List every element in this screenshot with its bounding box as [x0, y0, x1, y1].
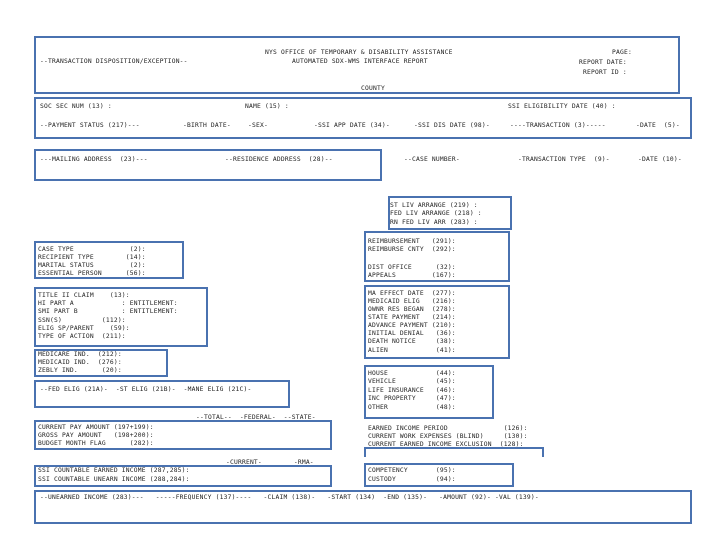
state-payment: STATE PAYMENT (214):	[368, 314, 456, 321]
mailing-address-label: ---MAILING ADDRESS (23)---	[40, 156, 148, 163]
medicaid-elig: MEDICAID ELIG (216):	[368, 298, 456, 305]
competency: COMPETENCY (95):	[368, 467, 456, 474]
soc-sec-num-label: SOC SEC NUM (13) :	[40, 103, 112, 110]
ssi-app-date-label: -SSI APP DATE (34)-	[314, 122, 390, 129]
sex-label: -SEX-	[248, 122, 268, 129]
earned-income-period: EARNED INCOME PERIOD (126):	[368, 425, 528, 432]
custody: CUSTODY (94):	[368, 476, 456, 483]
ssi-countable-unearn-income: SSI COUNTABLE UNEARN INCOME (288,284):	[38, 476, 190, 483]
date-10-label: -DATE (10)-	[638, 156, 682, 163]
elig-row-labels: --FED ELIG (21A)- -ST ELIG (21B)- -MANE ELIG (21C)-	[40, 386, 252, 393]
ownr-res-began: OWNR RES BEGAN (278):	[368, 306, 456, 313]
elig-box	[34, 380, 290, 408]
title-ii-claim: TITLE II CLAIM (13):	[38, 292, 130, 299]
ma-effect-date: MA EFFECT DATE (277):	[368, 290, 456, 297]
section-title: --TRANSACTION DISPOSITION/EXCEPTION--	[40, 58, 188, 65]
unearned-income-row: --UNEARNED INCOME (283)--- -----FREQUENCY (137)---- -CLAIM (138)- -START (134) -END (135)- -AMOUNT (92)- -VAL (139)-	[40, 494, 539, 501]
medicaid-ind: MEDICAID IND. (276):	[38, 359, 122, 366]
vehicle: VEHICLE (45):	[368, 378, 456, 385]
fed-liv-arrange: FED LIV ARRANGE (218) :	[390, 210, 482, 217]
other: OTHER (48):	[368, 404, 456, 411]
residence-address-label: --RESIDENCE ADDRESS (28)--	[225, 156, 333, 163]
report-date-label: REPORT DATE:	[579, 59, 627, 66]
hi-part-a: HI PART A : ENTITLEMENT:	[38, 300, 178, 307]
report-id-label: REPORT ID :	[583, 69, 627, 76]
date-label: -DATE (5)-	[636, 122, 680, 129]
gross-pay-amount: GROSS PAY AMOUNT (198+200):	[38, 432, 154, 439]
mailing-address-box	[34, 149, 382, 181]
page-label: PAGE:	[612, 49, 632, 56]
marital-status: MARITAL STATUS (2):	[38, 262, 146, 269]
transaction-type-label: -TRANSACTION TYPE (9)-	[518, 156, 610, 163]
name-label: NAME (15) :	[245, 103, 289, 110]
medicare-ind: MEDICARE IND. (212):	[38, 351, 122, 358]
current-work-expenses: CURRENT WORK EXPENSES (BLIND) (130):	[368, 433, 528, 440]
ssns: SSN(S) (112):	[38, 317, 126, 324]
transaction-label: ----TRANSACTION (3)-----	[510, 122, 606, 129]
ssi-countable-earned-income: SSI COUNTABLE EARNED INCOME (287,285):	[38, 467, 190, 474]
inc-property: INC PROPERTY (47):	[368, 395, 456, 402]
report-name: AUTOMATED SDX-WMS INTERFACE REPORT	[292, 58, 428, 65]
reimbursement: REIMBURSEMENT (291):	[368, 238, 456, 245]
birth-date-label: -BIRTH DATE-	[183, 122, 231, 129]
current-earned-income-exclusion: CURRENT EARNED INCOME EXCLUSION (128):	[368, 441, 524, 448]
dist-office: DIST OFFICE (32):	[368, 264, 456, 271]
elig-sp-parent: ELIG SP/PARENT (59):	[38, 325, 130, 332]
earned-income-box	[364, 447, 544, 457]
payment-status-label: --PAYMENT STATUS (217)---	[40, 122, 140, 129]
initial-denial: INITIAL DENIAL (36):	[368, 330, 456, 337]
budget-month-flag: BUDGET MONTH FLAG (282):	[38, 440, 154, 447]
ssi-dis-date-label: -SSI DIS DATE (98)-	[414, 122, 490, 129]
life-insurance: LIFE INSURANCE (46):	[368, 387, 456, 394]
recipient-type: RECIPIENT TYPE (14):	[38, 254, 146, 261]
countable-column-header: -CURRENT- -RMA-	[226, 459, 314, 466]
report-agency-title: NYS OFFICE OF TEMPORARY & DISABILITY ASSISTANCE	[265, 49, 453, 56]
smi-part-b: SMI PART B : ENTITLEMENT:	[38, 308, 178, 315]
rn-fed-liv-arr: RN FED LIV ARR (283) :	[390, 219, 478, 226]
appeals: APPEALS (167):	[368, 272, 456, 279]
case-type: CASE TYPE (2):	[38, 246, 146, 253]
reimburse-cnty: REIMBURSE CNTY (292):	[368, 246, 456, 253]
type-of-action: TYPE OF ACTION (211):	[38, 333, 126, 340]
ssi-eligibility-date-label: SSI ELIGIBILITY DATE (40) :	[508, 103, 616, 110]
case-number-label: --CASE NUMBER-	[404, 156, 460, 163]
death-notice: DEATH NOTICE (38):	[368, 338, 456, 345]
st-liv-arrange: ST LIV ARRANGE (219) :	[390, 202, 478, 209]
zebly-ind: ZEBLY IND. (20):	[38, 367, 122, 374]
pay-column-header: --TOTAL-- -FEDERAL- --STATE-	[196, 414, 316, 421]
alien: ALIEN (41):	[368, 347, 456, 354]
county-label: COUNTY	[361, 85, 385, 92]
current-pay-amount: CURRENT PAY AMOUNT (197+199):	[38, 424, 154, 431]
house: HOUSE (44):	[368, 370, 456, 377]
essential-person: ESSENTIAL PERSON (56):	[38, 270, 146, 277]
advance-payment: ADVANCE PAYMENT (210):	[368, 322, 456, 329]
